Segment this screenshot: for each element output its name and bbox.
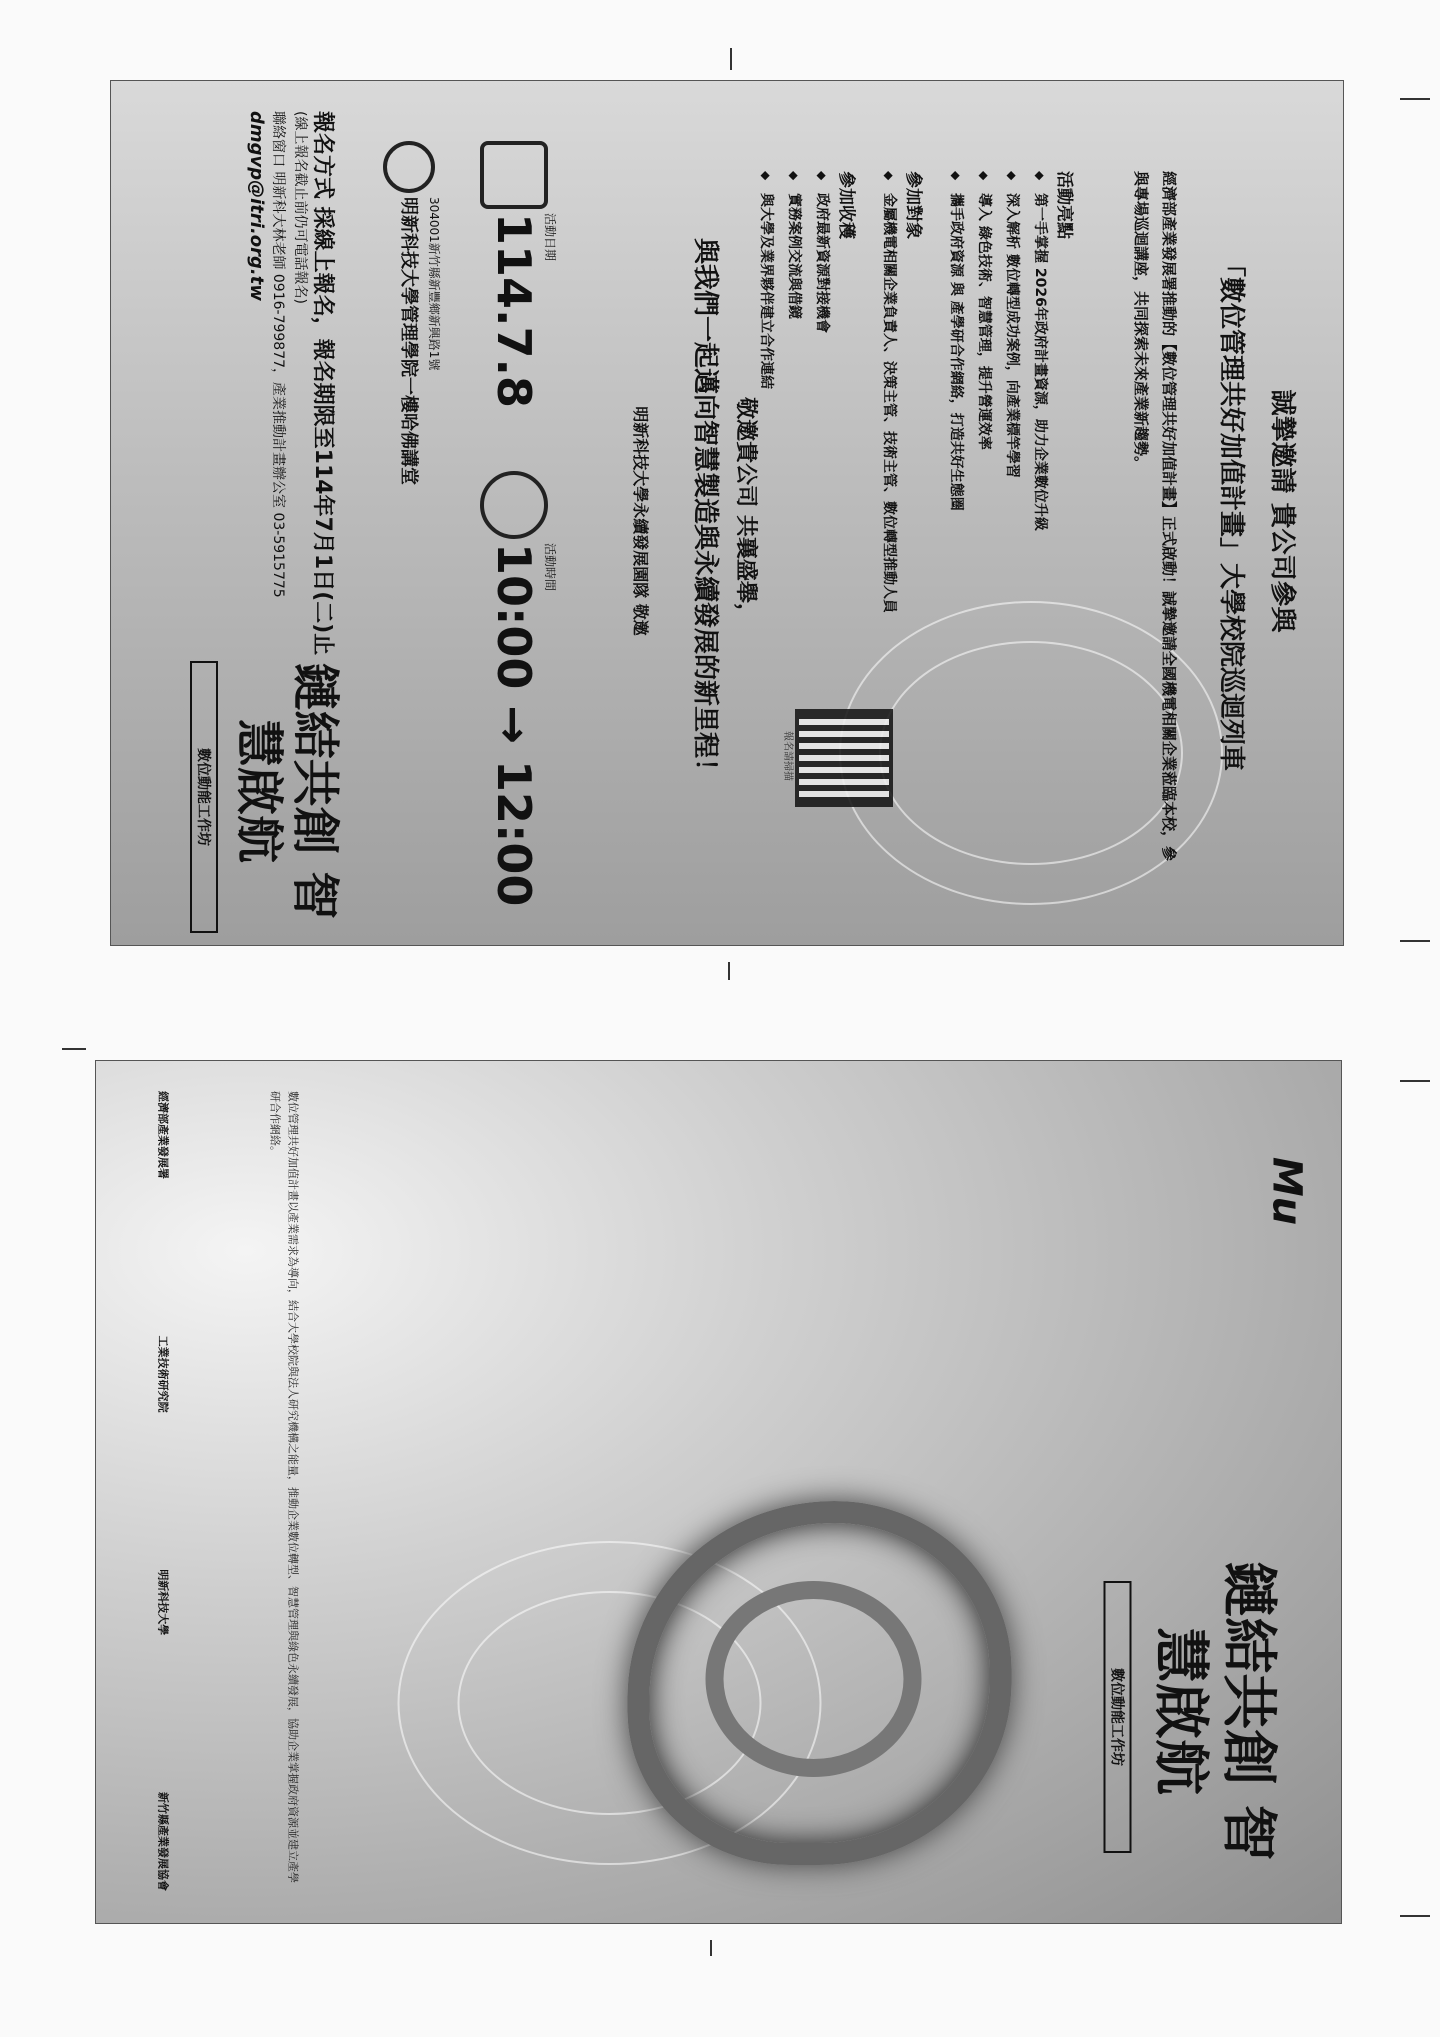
list-item: ◆ 深入解析 數位轉型成功案例，向產業標竿學習 (998, 171, 1026, 731)
university-logo: Mu (1263, 1156, 1309, 1226)
host-signature: 明新科技大學永續發展園隊 敬邀 (631, 406, 650, 636)
event-sections (752, 171, 1093, 731)
venue-name: 明新科技大學管理學院一樓哈佛講堂 (398, 197, 419, 485)
cover-description: 數位管理共好加值計畫以產業需求為導向，結合大學校院與法人研究機構之能量，推動企業數位轉型、智慧管理與綠色永續發展，協助企業掌握政府資源並建立產學研合作網絡。 (268, 1091, 299, 1883)
section-heading: 參加收穫 (836, 171, 856, 239)
section-benefits (752, 171, 861, 731)
location-pin-icon (383, 141, 435, 193)
list-item: ◆ 攜手政府資源 與 產學研合作網絡，打造共好生態圈 (942, 171, 970, 731)
brand-subtitle: 數位動能工作坊 (190, 661, 218, 933)
flyer-back-panel (110, 80, 1344, 946)
list-item: ◆ 第一手掌握 2026年政府計畫資源，助力企業數位升級 (1026, 171, 1054, 731)
callout-line-1: 敬邀貴公司 共襄盛舉， (733, 397, 758, 625)
date-label: 活動日期 (543, 213, 557, 262)
sponsor-name: 明新科技大學 (156, 1569, 169, 1636)
infinity-sculpture-graphic (705, 1581, 921, 1777)
invite-line-1: 誠摯邀請 貴公司參與 (1267, 389, 1297, 633)
crop-mark (1400, 1080, 1430, 1082)
sponsor-logos (155, 1091, 171, 1891)
brand-title: 鏈結共創 智慧啟航 (231, 662, 343, 920)
contact-email[interactable]: dmgvp@itri.org.tw (246, 111, 267, 302)
registration-note: (線上報名截止前仍可電話報名) (292, 111, 308, 304)
crop-mark (1400, 1915, 1430, 1917)
front-panel-content (96, 1061, 1341, 1923)
crop-mark (710, 1940, 712, 1956)
list-item: ◆ 政府最新資源對接機會 (808, 171, 836, 731)
section-heading: 參加對象 (903, 171, 923, 239)
qr-caption: 報名請掃描 (782, 731, 793, 781)
intro-text: 經濟部產業發展署推動的【數位管理共好加值計畫】正式啟動！誠摯邀請全國機電相關企業蒞臨本校，參與專場巡迴講座，共同探索未來產業新趨勢。 (1132, 171, 1178, 862)
invitation-heading (1215, 121, 1303, 901)
crop-mark (730, 48, 732, 70)
cover-title: 鏈結共創 智慧啟航 (1147, 1561, 1280, 1861)
invite-line-2: 「數位管理共好加值計畫」大學校院巡迴列車 (1216, 250, 1246, 771)
registration-qr-code[interactable] (795, 709, 893, 807)
list-item: ◆ 實務案例交流與借鏡 (780, 171, 808, 731)
section-audience (875, 171, 928, 731)
crop-mark (1400, 98, 1430, 100)
clock-icon (480, 471, 548, 539)
event-date: 114.7.8 (487, 213, 541, 408)
flyer-front-panel (95, 1060, 1342, 1924)
back-panel-content (111, 81, 1343, 945)
callout-line-2: 與我們一起邁向智慧製造與永續發展的新里程！ (690, 237, 720, 784)
crop-mark (728, 962, 730, 980)
list-item: ◆ 金屬機電相關企業負責人、決策主管、技術主管、數位轉型推動人員 (875, 171, 903, 731)
list-item: ◆ 與大學及業界夥伴建立合作連結 (752, 171, 780, 731)
date-time-block (443, 141, 563, 921)
sponsor-name: 工業技術研究院 (156, 1335, 169, 1413)
crop-mark (1400, 940, 1430, 942)
sponsor-name: 經濟部產業發展署 (156, 1091, 169, 1179)
crop-mark (62, 1048, 86, 1050)
cover-subtitle: 數位動能工作坊 (1103, 1581, 1131, 1853)
registration-line: 報名方式 採線上報名，報名期限至114年7月1日(二)止 (310, 111, 335, 656)
section-highlights (942, 171, 1079, 731)
event-time: 10:00 → 12:00 (487, 543, 541, 907)
section-heading: 活動亮點 (1054, 171, 1074, 239)
sponsor-name: 新竹縣產業發展協會 (156, 1791, 169, 1891)
contact-line: 聯絡窗口 明新科大林老師 0916-799877，產業推動計畫辦公室 03-5915775 (270, 111, 286, 598)
venue-address: 304001新竹縣新豐鄉新興路1號 (427, 197, 441, 371)
calendar-icon (480, 141, 548, 209)
list-item: ◆ 導入 綠色技術、智慧管理，提升營運效率 (970, 171, 998, 731)
invitation-callout (689, 161, 763, 861)
time-label: 活動時間 (543, 543, 557, 592)
